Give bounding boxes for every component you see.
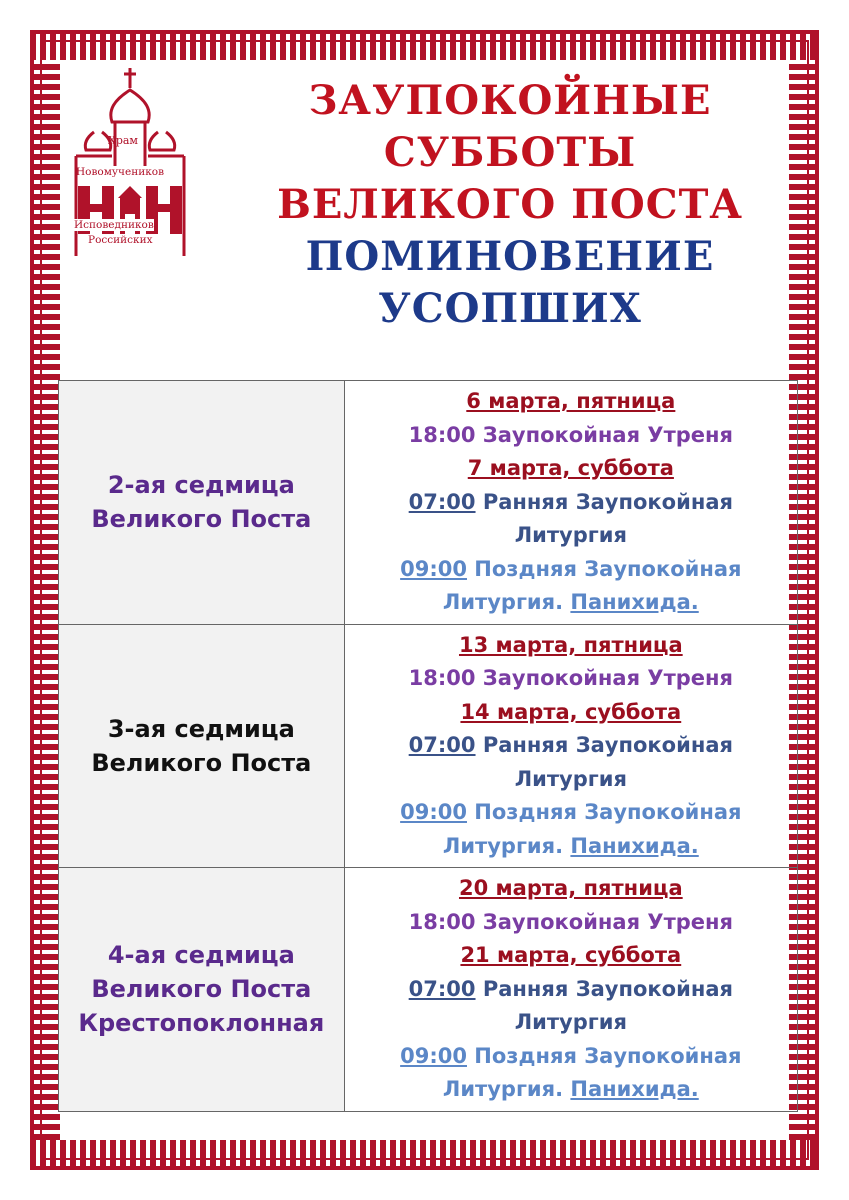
week-cell (59, 624, 345, 868)
church-logo (68, 66, 198, 266)
logo-text-rossiyskikh: Российских (88, 234, 153, 246)
late-liturgy (345, 796, 797, 830)
week-name-line-1: 4-ая седмица (107, 941, 295, 970)
early-liturgy-name-2: Литургия (514, 766, 627, 791)
late-liturgy-name: Поздняя Заупокойная (474, 556, 742, 581)
table-row (59, 868, 798, 1112)
late-liturgy (345, 553, 797, 587)
early-liturgy (345, 973, 797, 1007)
table-row (59, 381, 798, 625)
late-liturgy-name: Поздняя Заупокойная (474, 1043, 742, 1068)
late-liturgy-name-2: Литургия. (442, 590, 564, 614)
early-liturgy-name: Ранняя Заупокойная (482, 733, 733, 757)
logo-text-khram: Храм (108, 134, 138, 147)
vigil-service: 18:00 Заупокойная Утреня (408, 909, 734, 934)
panikhida-link: Панихида. (570, 590, 699, 614)
vigil-service: 18:00 Заупокойная Утреня (408, 666, 734, 690)
saturday-date: 21 марта, суббота (460, 943, 682, 967)
early-liturgy-time: 07:00 (408, 489, 476, 514)
week-name-line-1: 2-ая седмица (107, 471, 295, 500)
schedule-table (58, 380, 798, 1112)
early-liturgy-name: Ранняя Заупокойная (482, 489, 733, 514)
vigil-service: 18:00 Заупокойная Утреня (408, 422, 734, 447)
late-liturgy-time: 09:00 (400, 556, 467, 581)
late-liturgy-time: 09:00 (400, 1043, 467, 1068)
friday-date: 20 марта, пятница (458, 876, 683, 900)
late-liturgy (345, 1040, 797, 1074)
week-cell (59, 381, 345, 625)
early-liturgy-name-2: Литургия (514, 523, 627, 547)
page-title (230, 75, 790, 335)
late-liturgy-line-2 (345, 1073, 797, 1107)
week-name-line-2: Великого Поста (91, 975, 312, 1004)
early-liturgy-name: Ранняя Заупокойная (482, 976, 733, 1001)
late-liturgy-time: 09:00 (400, 800, 467, 824)
title-line-1: ЗАУПОКОЙНЫЕ (308, 77, 712, 124)
title-line-3: ВЕЛИКОГО ПОСТА (277, 181, 743, 228)
table-row (59, 624, 798, 868)
title-line-2: СУББОТЫ (383, 129, 637, 176)
early-liturgy-time: 07:00 (408, 976, 476, 1001)
services-cell (344, 868, 797, 1112)
late-liturgy-name: Поздняя Заупокойная (474, 800, 742, 824)
logo-text-ispovednikov: Исповедников (74, 219, 154, 231)
services-cell (344, 381, 797, 625)
panikhida-link: Панихида. (570, 833, 699, 858)
late-liturgy-line-2 (345, 586, 797, 620)
title-line-5: УСОПШИХ (378, 285, 642, 332)
saturday-date: 14 марта, суббота (460, 699, 682, 724)
week-name-line-2: Великого Поста (91, 505, 312, 534)
saturday-date: 7 марта, суббота (467, 456, 674, 480)
logo-text-novomuchenikov: Новомучеников (76, 166, 165, 178)
week-name-line-3: Крестопоклонная (78, 1009, 325, 1038)
late-liturgy-name-2: Литургия. (442, 833, 564, 858)
services-cell (344, 624, 797, 868)
friday-date: 6 марта, пятница (466, 389, 676, 413)
title-line-4: ПОМИНОВЕНИЕ (305, 233, 715, 280)
week-name-line-2: Великого Поста (91, 748, 312, 777)
early-liturgy-time: 07:00 (408, 733, 476, 757)
late-liturgy-name-2: Литургия. (442, 1077, 564, 1101)
early-liturgy (345, 729, 797, 763)
early-liturgy (345, 486, 797, 520)
late-liturgy-line-2 (345, 830, 797, 864)
early-liturgy-name-2: Литургия (514, 1010, 627, 1034)
week-cell (59, 868, 345, 1112)
panikhida-link: Панихида. (570, 1077, 699, 1101)
friday-date: 13 марта, пятница (458, 632, 683, 657)
week-name-line-1: 3-ая седмица (107, 714, 295, 743)
